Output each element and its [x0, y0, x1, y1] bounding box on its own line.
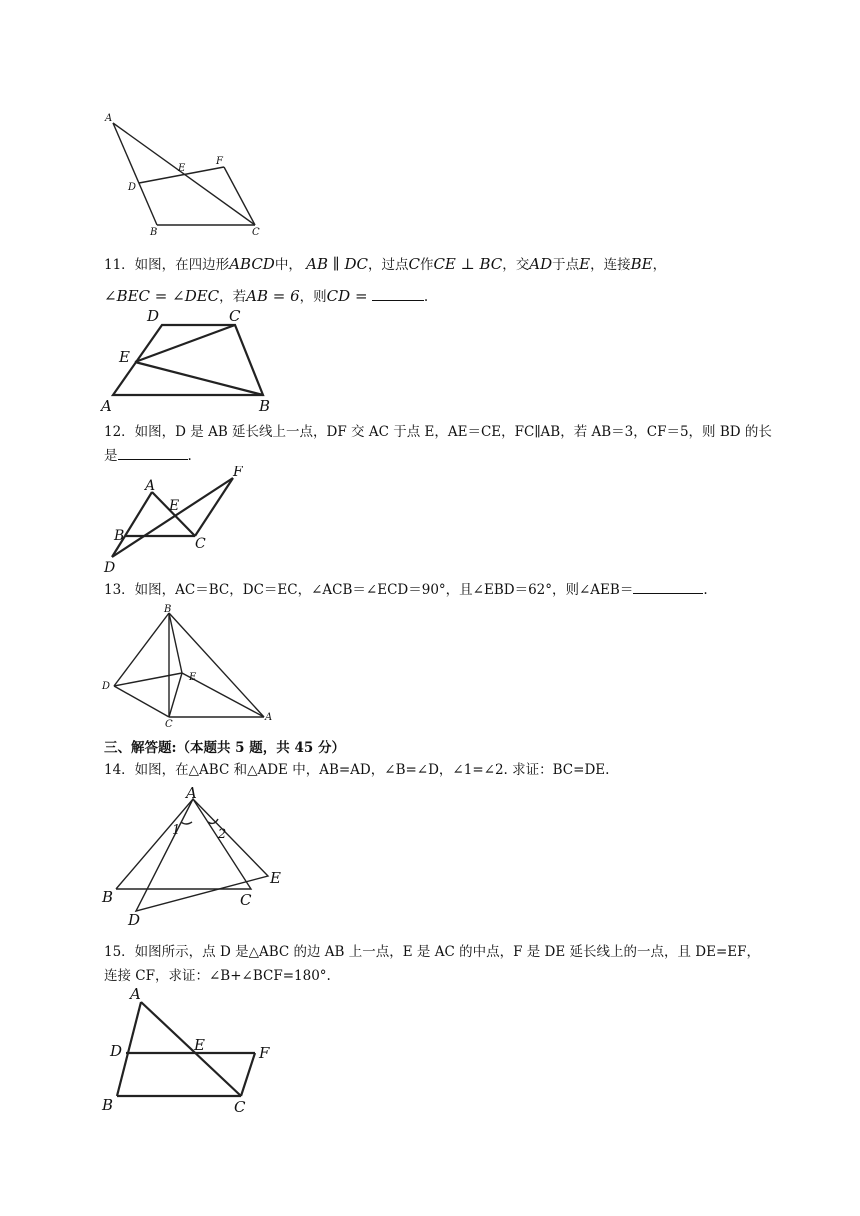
label-f: F: [216, 156, 223, 167]
question-15: [104, 940, 760, 964]
label-c: C: [165, 719, 173, 730]
label-a: A: [101, 397, 112, 415]
label-c: C: [195, 536, 206, 552]
label-c: C: [229, 307, 241, 325]
q11-quad: ABCD: [229, 255, 275, 273]
label-e: E: [178, 163, 186, 174]
label-b: B: [114, 528, 125, 544]
question-11: [104, 252, 666, 277]
answer-blank-q13[interactable]: [633, 581, 703, 594]
q14-text: 14．如图，在△ABC 和△ADE 中，AB=AD，∠B=∠D，∠1=∠2. 求证：BC=DE.: [104, 762, 610, 778]
label-b: B: [102, 888, 114, 906]
q11-seg-be: BE: [630, 255, 653, 273]
label-b: B: [102, 1096, 114, 1114]
label-e: E: [119, 348, 130, 366]
label-d: D: [102, 681, 111, 692]
q11-seg-ad: AD: [529, 255, 553, 273]
q11-text: 于点: [552, 257, 580, 273]
label-a: A: [265, 712, 273, 723]
label-f: F: [233, 466, 243, 480]
label-d: D: [147, 307, 160, 325]
label-d: D: [128, 911, 141, 928]
q11-text: ，: [652, 257, 667, 273]
question-14: [104, 758, 609, 782]
q11-parallel: AB ∥ DC: [306, 255, 368, 273]
label-e: E: [194, 1036, 205, 1054]
question-12-line2: [104, 444, 192, 468]
q11-text: ，则: [299, 289, 327, 305]
q13-end: .: [703, 582, 708, 598]
q11-angle-eq: ∠BEC = ∠DEC: [104, 287, 220, 305]
answer-blank-q12[interactable]: [118, 447, 188, 460]
label-a: A: [145, 478, 156, 494]
label-c: C: [252, 227, 260, 238]
question-13: [104, 578, 708, 602]
q11-text: 中，: [274, 257, 302, 273]
section-heading: 三、解答题:（本题共 5 题，共 45 分）: [104, 740, 345, 756]
q11-end: .: [423, 289, 429, 305]
q11-cd-eq: CD =: [326, 287, 368, 305]
label-e: E: [169, 498, 180, 514]
question-12: [104, 420, 772, 444]
figure-q13: [100, 600, 280, 732]
label-d: D: [104, 560, 116, 576]
label-f: F: [259, 1044, 270, 1062]
q12-text: 是: [104, 448, 118, 464]
q11-point-e: E: [579, 255, 591, 273]
figure-q12: [100, 466, 260, 576]
label-d: D: [128, 182, 137, 193]
q12-text: 12．如图，D 是 AB 延长线上一点，DF 交 AC 于点 E，AE＝CE，FC∥AB，若 AB＝3，CF＝5，则 BD 的长: [104, 424, 772, 440]
figure-q10: [100, 108, 270, 238]
q11-text: ，若: [219, 289, 247, 305]
q12-end: .: [187, 448, 192, 464]
q11-text: ，交: [502, 257, 530, 273]
label-a: A: [130, 985, 141, 1003]
answer-blank-q11[interactable]: [372, 288, 424, 301]
label-a: A: [186, 784, 197, 802]
angle-2-label: 2: [218, 827, 227, 842]
label-b: B: [150, 227, 158, 238]
q11-perp: CE ⊥ BC: [433, 255, 503, 273]
q11-text: ，过点: [367, 257, 409, 273]
q11-text: 作: [419, 257, 434, 273]
q15-text: 15．如图所示，点 D 是△ABC 的边 AB 上一点，E 是 AC 的中点，F 是 DE 延长线上的一点，且 DE=EF，: [104, 944, 760, 960]
figure-q15: [96, 984, 296, 1116]
angle-1-label: 1: [172, 823, 181, 838]
label-e: E: [270, 869, 281, 887]
label-b: B: [164, 604, 172, 615]
figure-q11: [100, 304, 280, 416]
label-d: D: [110, 1042, 123, 1060]
figure-q14: [96, 782, 296, 928]
label-c: C: [240, 891, 252, 909]
label-b: B: [259, 397, 271, 415]
q11-point-c: C: [408, 255, 420, 273]
q13-text: 13．如图，AC＝BC，DC＝EC，∠ACB＝∠ECD＝90°，且∠EBD＝62°，则∠AEB＝: [104, 582, 634, 598]
q15-text: 连接 CF，求证：∠B+∠BCF=180°.: [104, 968, 331, 984]
q11-text: 11．如图，在四边形: [104, 257, 230, 273]
q11-ab-eq: AB = 6: [246, 287, 300, 305]
label-a: A: [105, 113, 113, 124]
q11-text: ，连接: [590, 257, 631, 273]
label-c: C: [234, 1098, 246, 1116]
label-e: E: [189, 672, 197, 683]
